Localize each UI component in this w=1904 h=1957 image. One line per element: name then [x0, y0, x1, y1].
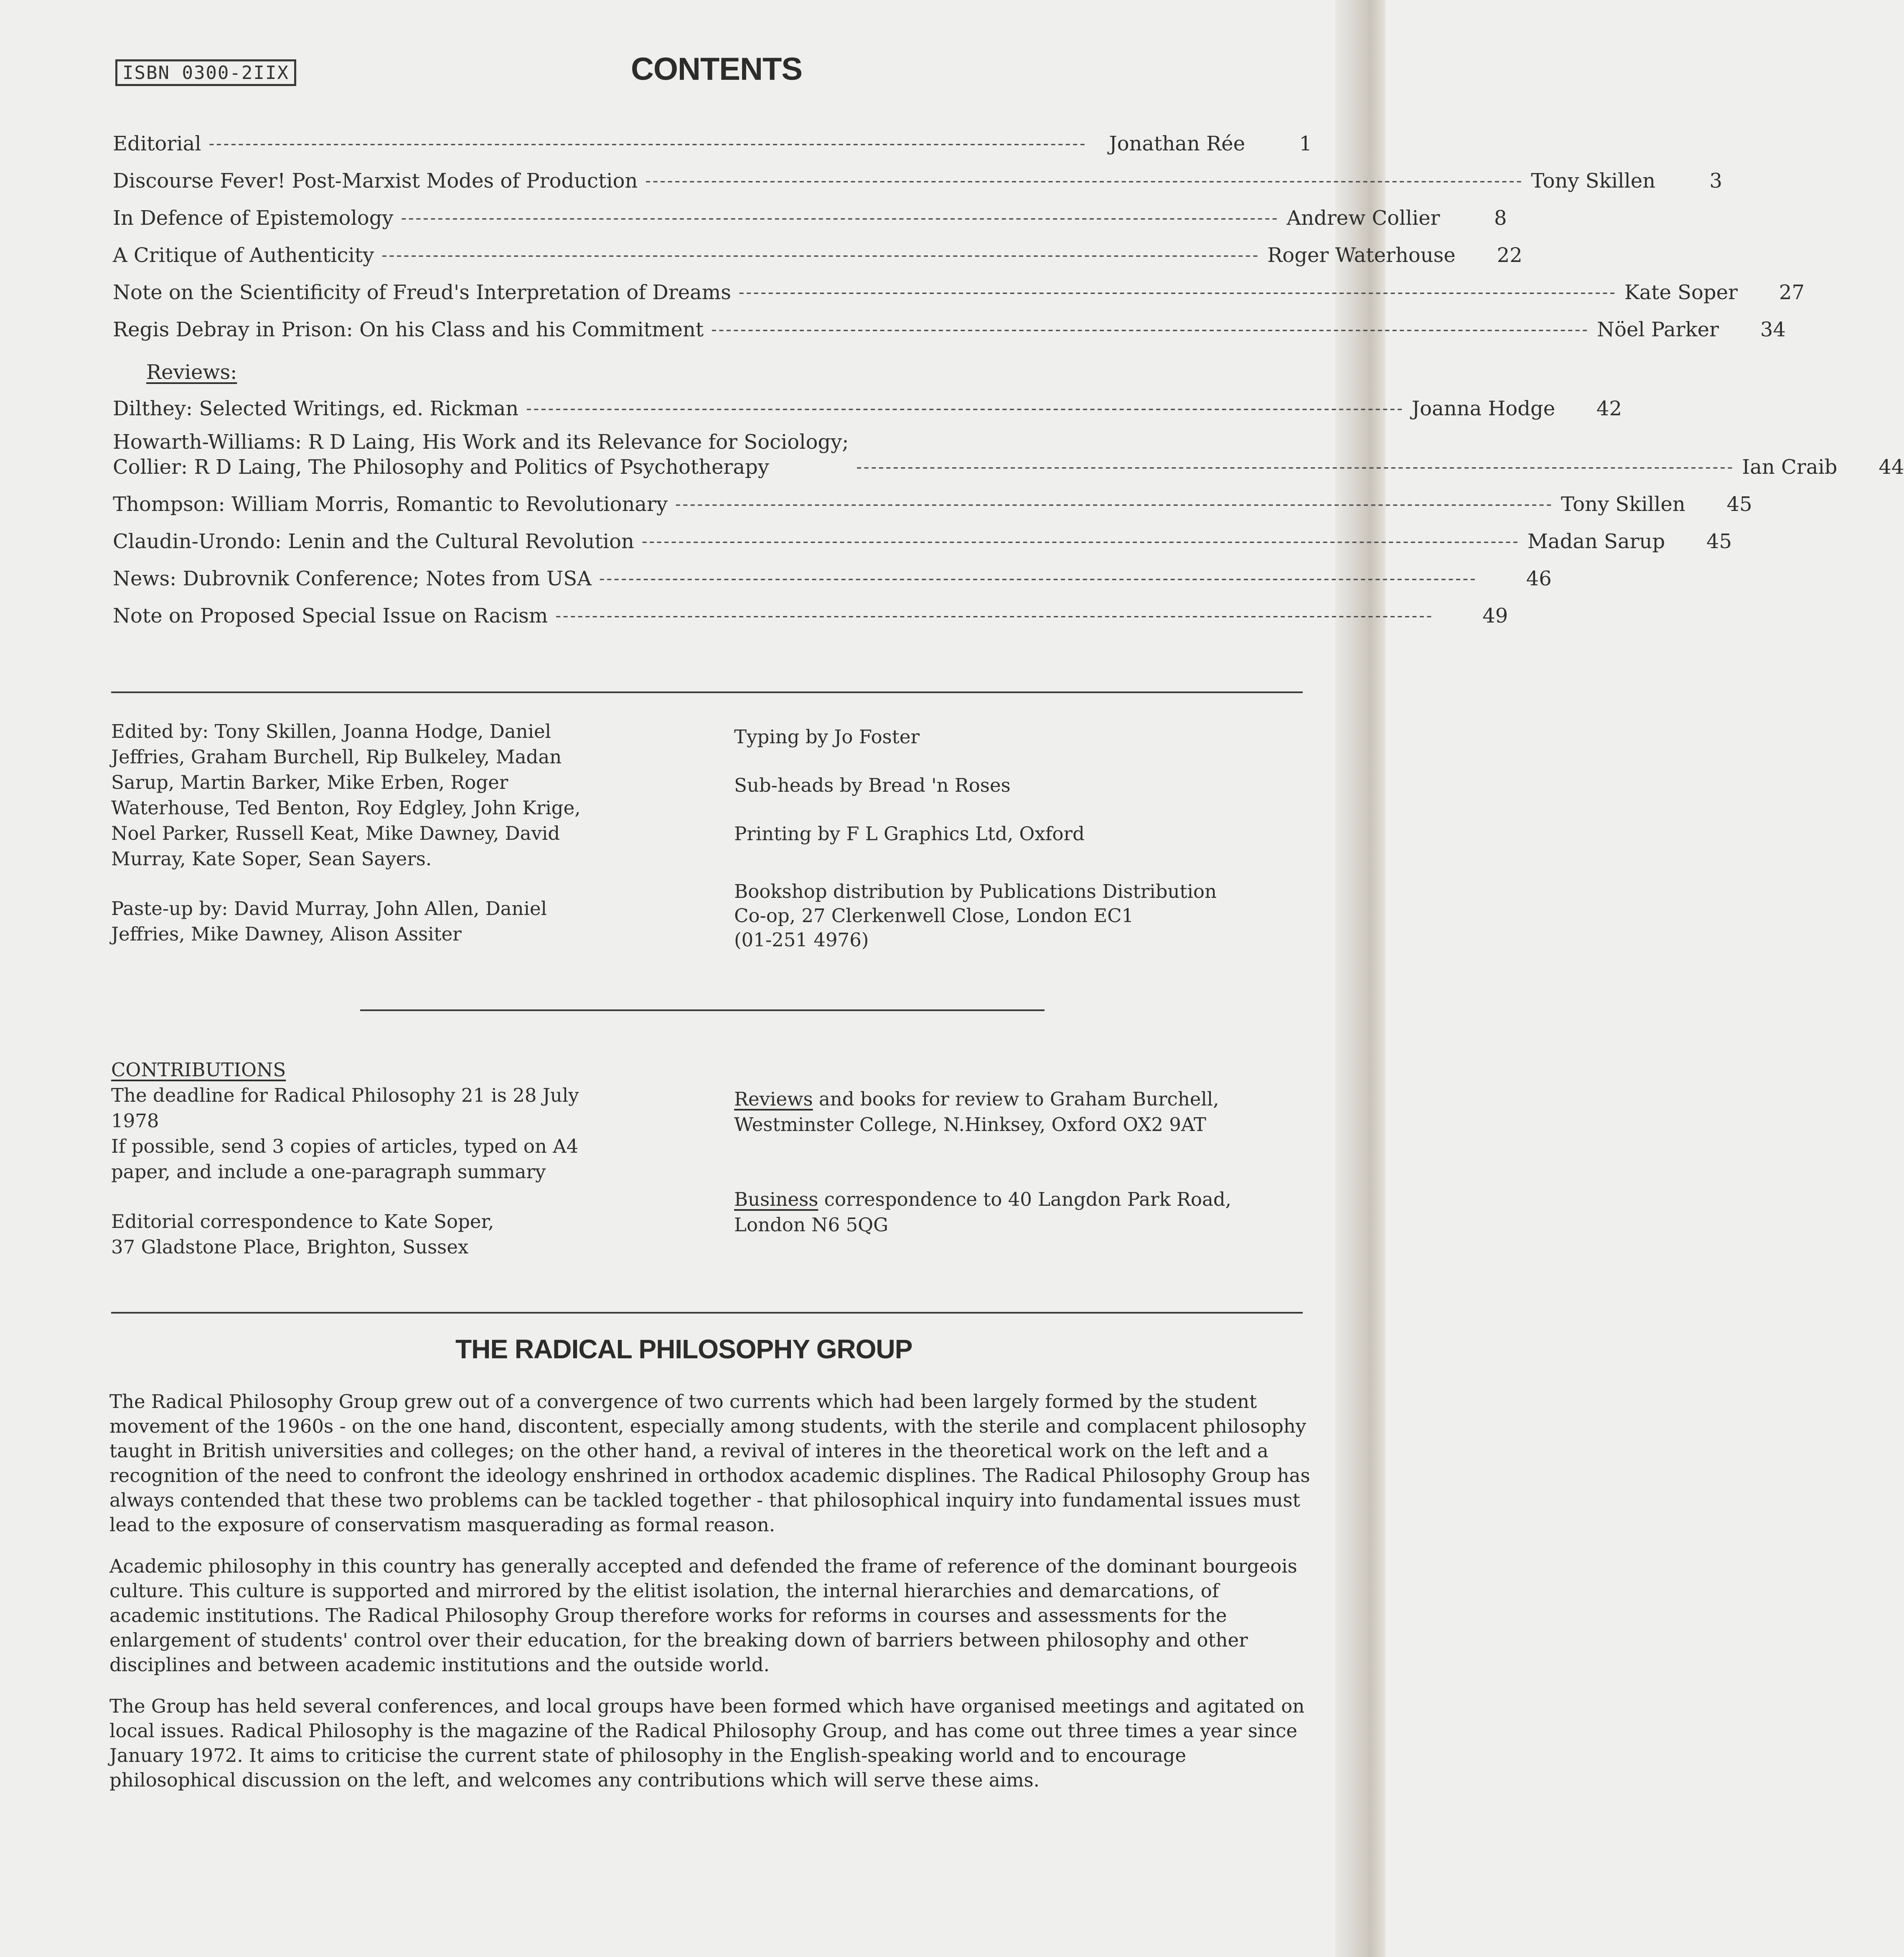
reviews-word: Reviews	[734, 1088, 813, 1110]
printing-credit: Printing by F L Graphics Ltd, Oxford	[734, 823, 1085, 845]
divider	[360, 1009, 1045, 1011]
toc-entry-author: Jonathan Rée	[1109, 132, 1245, 155]
toc-entry-author: Kate Soper	[1624, 281, 1738, 304]
reviews-address-line: Westminster College, N.Hinksey, Oxford OX2 9AT	[734, 1113, 1206, 1136]
note-entry	[113, 591, 1508, 628]
business-address-line: London N6 5QG	[734, 1214, 888, 1236]
deadline-line: 1978	[111, 1110, 159, 1132]
table-of-contents	[113, 119, 1904, 628]
copies-line: paper, and include a one-paragraph summary	[111, 1161, 546, 1183]
contributions-left	[111, 1057, 696, 1260]
review-entry-page: 44	[1879, 455, 1904, 479]
edited-by-line: Jeffries, Graham Burchell, Rip Bulkeley, Madan	[111, 746, 562, 768]
note-entry-title: Note on Proposed Special Issue on Racism	[113, 604, 548, 628]
toc-entry-title: Note on the Scientificity of Freud's Interpretation of Dreams	[113, 281, 731, 304]
spacer	[734, 1137, 1319, 1187]
toc-entry-author: Tony Skillen	[1531, 169, 1656, 193]
review-entry-author: Joanna Hodge	[1411, 397, 1555, 420]
review-entry-author: Ian Craib	[1742, 455, 1838, 479]
review-entry-page: 42	[1596, 397, 1622, 420]
review-entry	[113, 384, 1622, 421]
toc-entry-title: A Critique of Authenticity	[113, 244, 374, 267]
review-entry-title: Dilthey: Selected Writings, ed. Rickman	[113, 397, 519, 420]
review-entry	[113, 517, 1732, 554]
review-entry-page: 45	[1706, 530, 1732, 553]
toc-entry	[113, 156, 1723, 193]
review-entry	[113, 421, 1904, 480]
paragraph: Academic philosophy in this country has generally accepted and defended the frame of reference of the dominant bourgeois culture. This culture is supported and mirrored by the elitist isolation, the internal hierarchies and demarcations, of academic institutions. The Radical Philosophy Group therefore works for reforms in courses and assessments for the enlargement of students' control over their education, for the breaking down of barriers between philosophy and other disciplines and between academic institutions and the outside world.	[109, 1555, 1297, 1676]
section-heading: THE RADICAL PHILOSOPHY GROUP	[455, 1334, 913, 1364]
toc-entry-page: 27	[1779, 281, 1805, 304]
contributions-heading: CONTRIBUTIONS	[111, 1059, 286, 1081]
review-entry-title-line: Howarth-Williams: R D Laing, His Work and its Relevance for Sociology;	[113, 430, 849, 454]
reviews-address-text: and books for review to Graham Burchell,	[813, 1088, 1219, 1110]
isbn-box: ISBN 0300-2IIX	[115, 59, 296, 86]
credits-right-column	[734, 725, 1319, 952]
toc-entry	[113, 231, 1523, 268]
review-entry-author: Tony Skillen	[1561, 493, 1685, 516]
review-entry-title	[113, 430, 849, 480]
group-description	[109, 1389, 1313, 1809]
copies-line: If possible, send 3 copies of articles, typed on A4	[111, 1135, 579, 1157]
note-entry-page: 49	[1482, 604, 1508, 628]
news-entry-title: News: Dubrovnik Conference; Notes from USA	[113, 567, 592, 590]
dot-leader: ------------------------------------------------------------------------------------------------------------------------	[645, 171, 1524, 191]
dot-leader: ------------------------------------------------------------------------------------------------------------------------	[401, 208, 1279, 228]
toc-entry	[113, 119, 1312, 156]
bookshop-line: Co-op, 27 Clerkenwell Close, London EC1	[734, 905, 1134, 927]
toc-entry-page: 3	[1709, 169, 1723, 193]
paste-up-line: Jeffries, Mike Dawney, Alison Assiter	[111, 923, 462, 945]
toc-entry-title: In Defence of Epistemology	[113, 206, 394, 230]
divider	[111, 691, 1303, 693]
dot-leader: ------------------------------------------------------------------------------------------------------------------------	[208, 134, 1087, 153]
paste-up-line: Paste-up by: David Murray, John Allen, Daniel	[111, 897, 547, 920]
editorial-correspondence-line: 37 Gladstone Place, Brighton, Sussex	[111, 1236, 469, 1258]
reviews-heading-text: Reviews:	[146, 361, 237, 384]
review-entry-title: Claudin-Urondo: Lenin and the Cultural Revolution	[113, 530, 634, 553]
typing-credit: Typing by Jo Foster	[734, 726, 920, 748]
dot-leader: ------------------------------------------------------------------------------------------------------------------------	[641, 532, 1520, 551]
toc-entry-page: 34	[1760, 318, 1786, 341]
divider	[111, 1312, 1303, 1314]
dot-leader: ------------------------------------------------------------------------------------------------------------------------	[738, 283, 1617, 302]
bookshop-line: (01-251 4976)	[734, 929, 869, 951]
dot-leader: ------------------------------------------------------------------------------------------------------------------------	[599, 569, 1477, 588]
spacer	[734, 798, 1319, 822]
credits-left-column	[111, 719, 696, 947]
toc-entry-page: 8	[1494, 206, 1507, 230]
review-entry-title-line: Collier: R D Laing, The Philosophy and Politics of Psychotherapy	[113, 455, 769, 479]
toc-entry-author: Andrew Collier	[1286, 206, 1440, 230]
edited-by-line: Murray, Kate Soper, Sean Sayers.	[111, 848, 432, 870]
dot-leader: ------------------------------------------------------------------------------------------------------------------------	[856, 457, 1735, 477]
business-address-text: correspondence to 40 Langdon Park Road,	[818, 1188, 1231, 1210]
dot-leader: ------------------------------------------------------------------------------------------------------------------------	[526, 399, 1404, 418]
toc-entry	[113, 193, 1507, 231]
dot-leader: ------------------------------------------------------------------------------------------------------------------------	[381, 246, 1260, 265]
dot-leader: ------------------------------------------------------------------------------------------------------------------------	[711, 320, 1589, 339]
edited-by-line: Noel Parker, Russell Keat, Mike Dawney, David	[111, 822, 560, 844]
business-word: Business	[734, 1188, 819, 1210]
spacer	[111, 872, 696, 896]
reviews-heading	[113, 342, 1312, 384]
toc-entry	[113, 305, 1786, 342]
reviews-address-line	[734, 1086, 1319, 1112]
deadline-line: The deadline for Radical Philosophy 21 is 28 July	[111, 1084, 579, 1106]
paragraph: The Radical Philosophy Group grew out of a convergence of two currents which had been largely formed by the student movement of the 1960s - on the one hand, discontent, especially among students, with the sterile and complacent philosophy taught in British universities and colleges; on the other hand, a revival of interes in the theoretical work on the left and a recognition of the need to confront the ideology enshrined in orthodox academic displines. The Radical Philosophy Group has always contended that these two problems can be tackled together - that philosophical inquiry into fundamental issues must lead to the exposure of conservatism masquerading as formal reason.	[109, 1390, 1310, 1536]
subheads-credit: Sub-heads by Bread 'n Roses	[734, 774, 1011, 796]
paragraph: The Group has held several conferences, and local groups have been formed which have organised meetings and agitated on local issues. Radical Philosophy is the magazine of the Radical Philosophy Group, and has come out three times a year since January 1972. It aims to criticise the current state of philosophy in the English-speaking world and to encourage philosophical discussion on the left, and welcomes any contributions which will serve these aims.	[109, 1695, 1305, 1791]
business-address-line	[734, 1187, 1319, 1212]
toc-entry-title: Editorial	[113, 132, 201, 155]
toc-entry-page: 1	[1299, 132, 1312, 155]
review-entry-author: Madan Sarup	[1527, 530, 1665, 553]
spacer	[734, 846, 1319, 879]
toc-entry-title: Regis Debray in Prison: On his Class and his Commitment	[113, 318, 704, 341]
spacer	[734, 749, 1319, 773]
page-title: CONTENTS	[631, 51, 802, 87]
review-entry	[113, 480, 1752, 517]
dot-leader: ------------------------------------------------------------------------------------------------------------------------	[675, 495, 1553, 514]
news-entry	[113, 554, 1552, 591]
edited-by-line: Edited by: Tony Skillen, Joanna Hodge, Daniel	[111, 720, 551, 742]
review-entry-page: 45	[1726, 493, 1752, 516]
dot-leader: ------------------------------------------------------------------------------------------------------------------------	[555, 606, 1434, 625]
toc-entry-author: Roger Waterhouse	[1267, 244, 1456, 267]
edited-by-line: Sarup, Martin Barker, Mike Erben, Roger	[111, 771, 508, 793]
toc-entry-page: 22	[1497, 244, 1523, 267]
bookshop-line: Bookshop distribution by Publications Distribution	[734, 880, 1217, 902]
toc-entry-title: Discourse Fever! Post-Marxist Modes of Production	[113, 169, 638, 193]
contributions-right	[734, 1086, 1319, 1238]
news-entry-page: 46	[1526, 567, 1552, 590]
toc-entry	[113, 268, 1805, 305]
editorial-correspondence-line: Editorial correspondence to Kate Soper,	[111, 1210, 494, 1233]
spacer	[111, 1184, 696, 1209]
edited-by-line: Waterhouse, Ted Benton, Roy Edgley, John Krige,	[111, 797, 581, 819]
review-entry-title: Thompson: William Morris, Romantic to Revolutionary	[113, 493, 668, 516]
toc-entry-author: Nöel Parker	[1596, 318, 1719, 341]
